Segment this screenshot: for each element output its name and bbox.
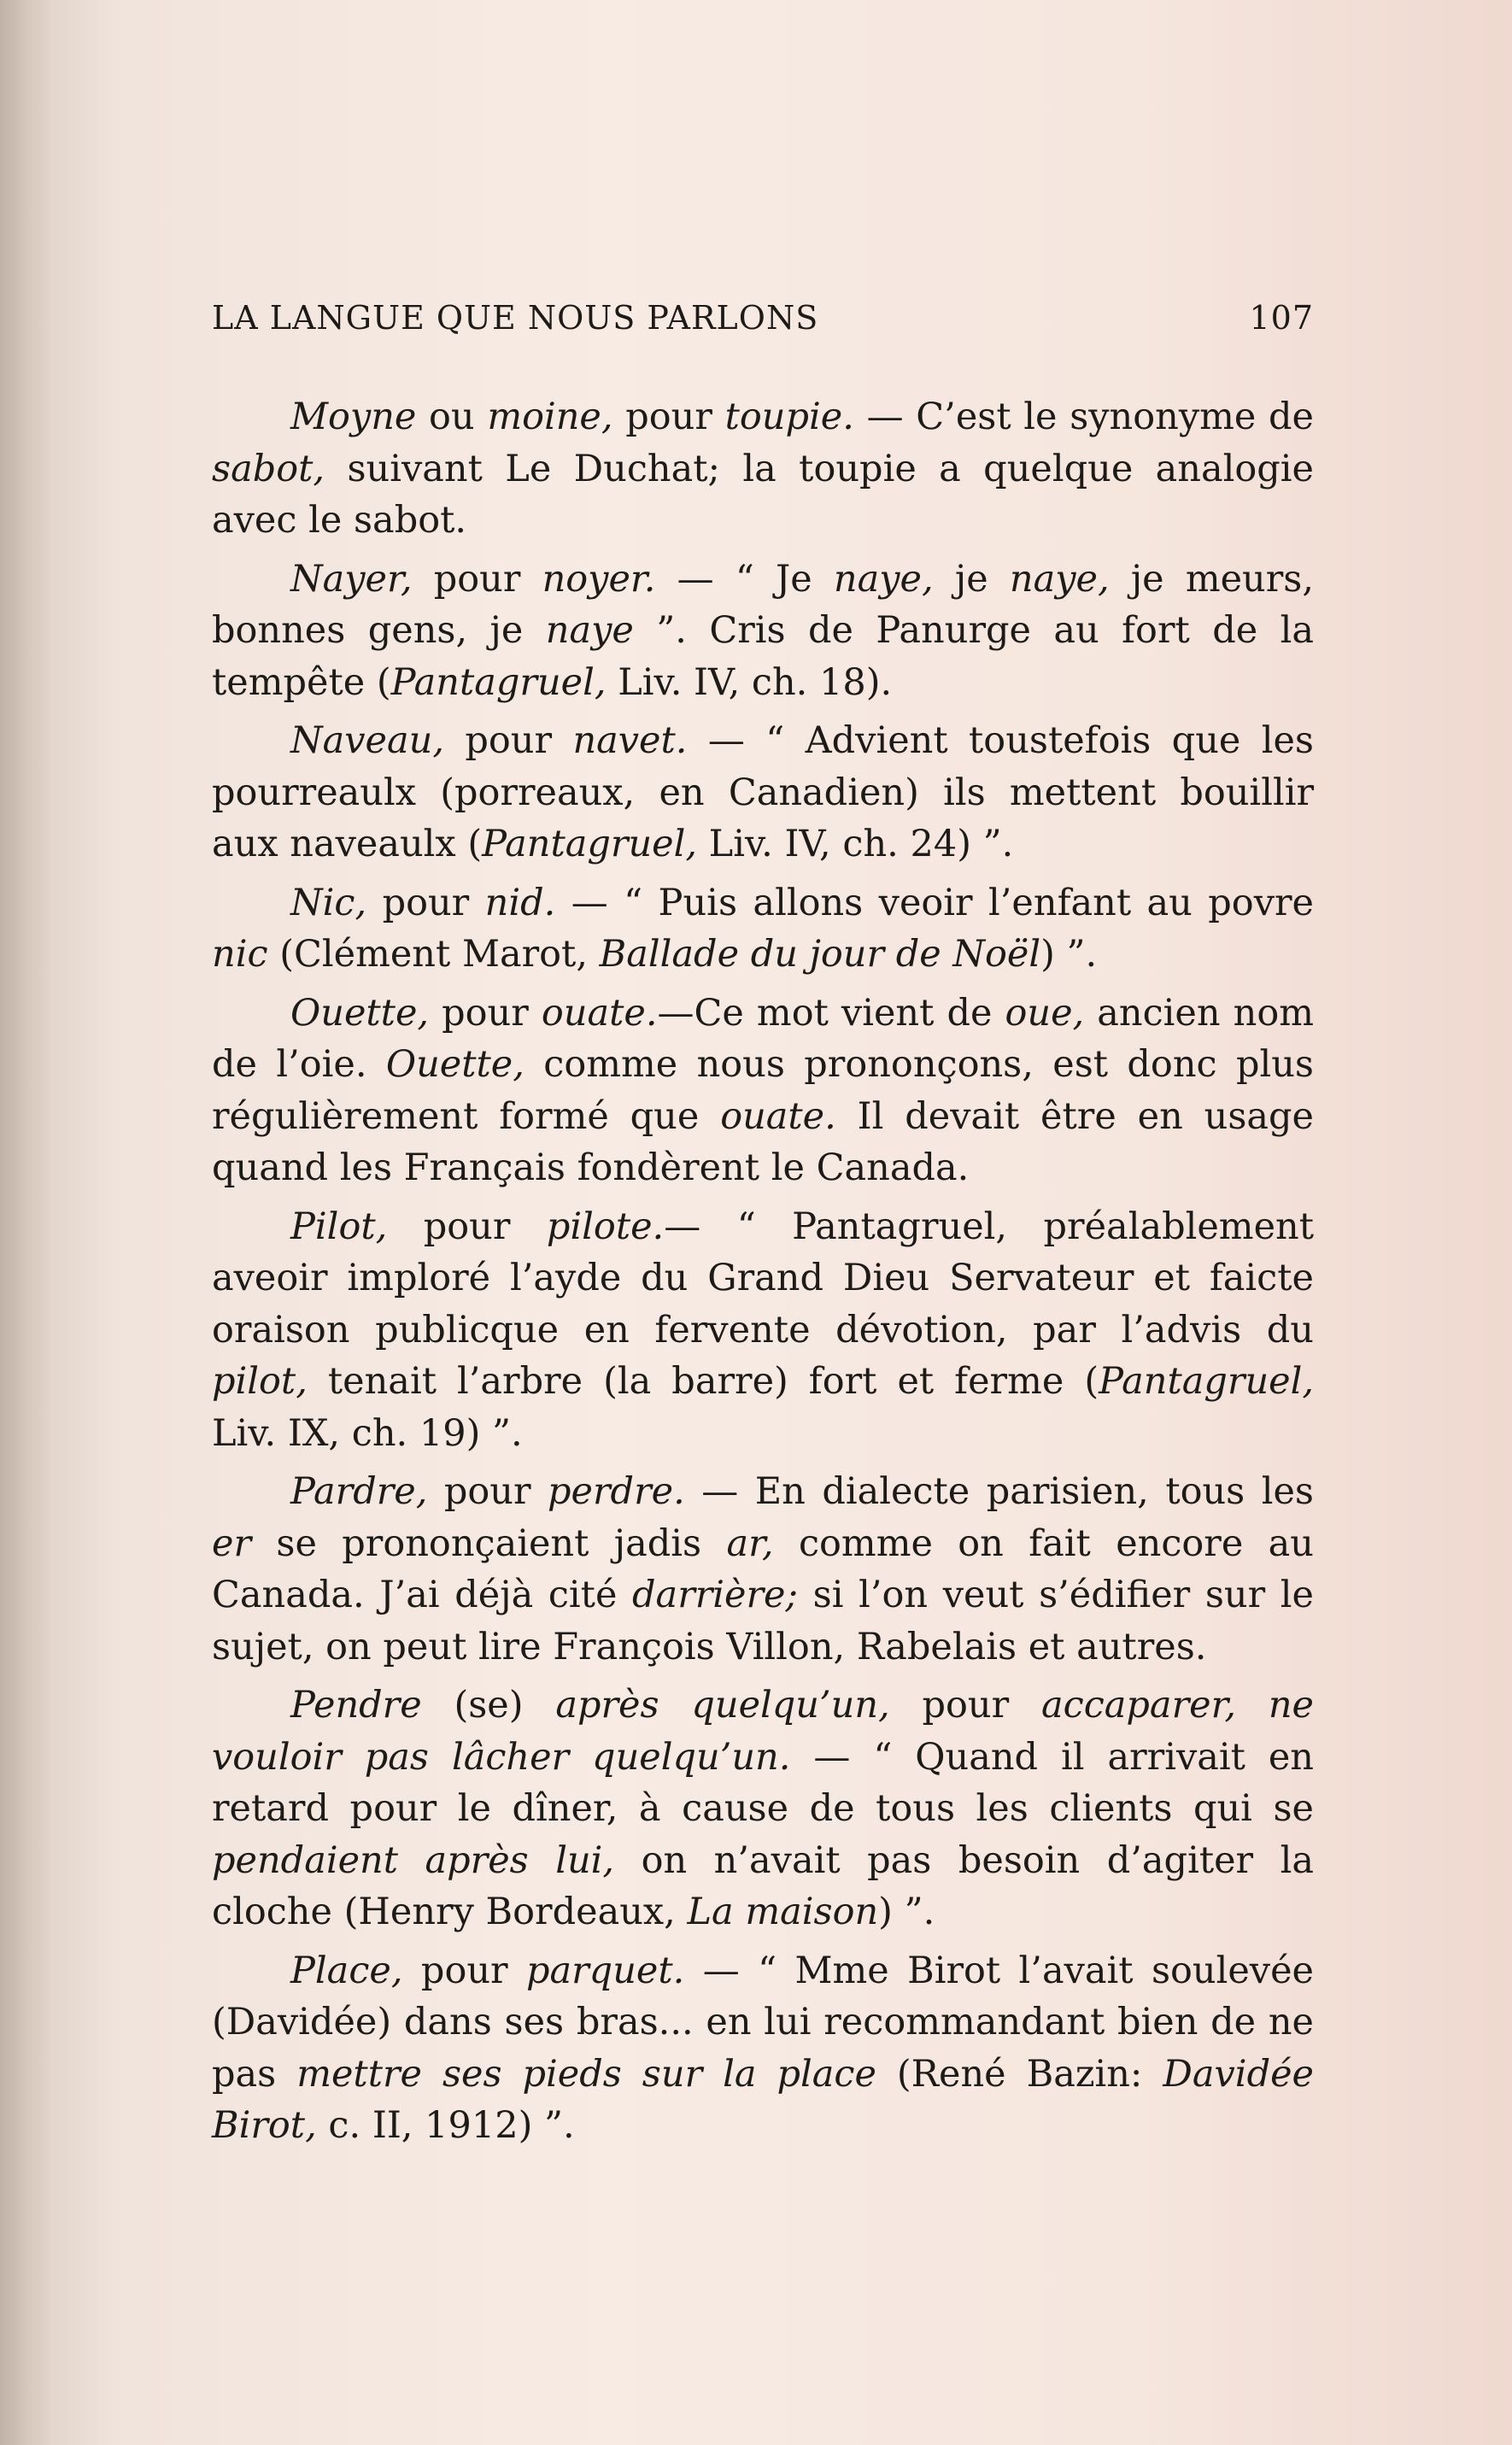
running-title: LA LANGUE QUE NOUS PARLONS <box>212 299 819 337</box>
entry-naveau: Naveau, pour navet. — “ Advient toustefois que les pourreaulx (porreaux, en Canadien) ils mettent bouillir aux naveaulx (Pantagruel, Liv. IV, ch. 24) ”. <box>212 719 1314 865</box>
running-head <box>212 299 1314 350</box>
entry-gloss: perdre. <box>548 1470 685 1513</box>
book-gutter-shadow <box>0 0 51 2445</box>
entry-gloss: parquet. <box>525 1949 685 1992</box>
entry-place: Place, pour parquet. — “ Mme Birot l’avait soulevée (Davidée) dans ses bras... en lui recommandant bien de ne pas mettre ses pieds sur la place (René Bazin: Davidée Birot, c. II, 1912) ”. <box>212 1949 1314 2147</box>
entry-moyne: Moyne ou moine, pour toupie. — C’est le synonyme de sabot, suivant Le Duchat; la toupie a quelque analogie avec le sabot. <box>212 396 1315 542</box>
entry-gloss: nid. <box>484 881 556 924</box>
entry-nic: Nic, pour nid. — “ Puis allons veoir l’enfant au povre nic (Clément Marot, Ballade du jour de Noël) ”. <box>212 881 1314 976</box>
entry-headword: Nic, <box>290 881 367 924</box>
entry-headword: Naveau, <box>290 719 444 762</box>
book-page <box>212 299 1314 2159</box>
entry-headword: Pendre <box>290 1684 422 1727</box>
page-number: 107 <box>1249 299 1314 337</box>
entry-headword: Pilot, <box>290 1205 388 1248</box>
entry-pilot: Pilot, pour pilote.— “ Pantagruel, préalablement aveoir imploré l’ayde du Grand Dieu Servateur et faicte oraison publicque en fervente dévotion, par l’advis du pilot, tenait l’arbre (la barre) fort et ferme (Pantagruel, Liv. IX, ch. 19) ”. <box>212 1205 1315 1455</box>
entry-gloss: toupie. <box>724 396 854 438</box>
body-text <box>212 391 1314 2152</box>
entry-nayer: Nayer, pour noyer. — “ Je naye, je naye, je meurs, bonnes gens, je naye ”. Cris de Panurge au fort de la tempête (Pantagruel, Liv. IV, ch. 18). <box>212 557 1315 704</box>
entry-headword: Ouette, <box>290 991 430 1035</box>
entry-gloss: ouate. <box>541 991 658 1035</box>
entry-headword: Pardre, <box>290 1470 428 1513</box>
entry-headword: Nayer, <box>290 557 413 601</box>
entry-gloss: noyer. <box>542 557 656 601</box>
entry-pardre: Pardre, pour perdre. — En dialecte parisien, tous les er se prononçaient jadis ar, comme on fait encore au Canada. J’ai déjà cité darrière; si l’on veut s’édifier sur le sujet, on peut lire François Villon, Rabelais et autres. <box>212 1470 1315 1668</box>
entry-headword: Moyne <box>290 396 417 438</box>
entry-gloss: accaparer, ne vouloir pas lâcher quelqu’un. <box>212 1684 1315 1779</box>
entry-gloss: pilote. <box>546 1205 665 1248</box>
entry-ouette: Ouette, pour ouate.—Ce mot vient de oue, ancien nom de l’oie. Ouette, comme nous prononçons, est donc plus régulièrement formé que ouate. Il devait être en usage quand les Français fondèrent le Canada. <box>212 991 1314 1189</box>
entry-headword: Place, <box>290 1949 403 1992</box>
entry-pendre: Pendre (se) après quelqu’un, pour accaparer, ne vouloir pas lâcher quelqu’un. — “ Quand il arrivait en retard pour le dîner, à cause de tous les clients qui se pendaient après lui, on n’avait pas besoin d’agiter la cloche (Henry Bordeaux, La maison) ”. <box>212 1684 1315 1933</box>
entry-gloss: navet. <box>572 719 688 762</box>
